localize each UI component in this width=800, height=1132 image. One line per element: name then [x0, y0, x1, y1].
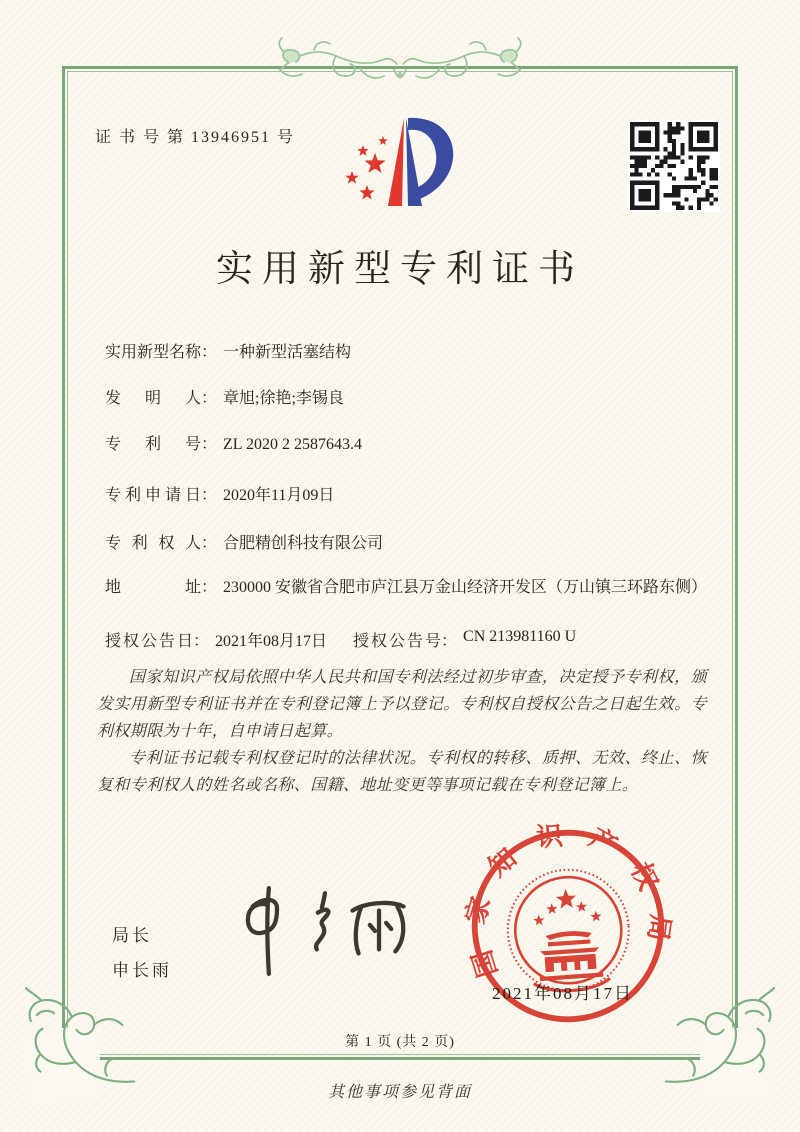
cnipa-logo	[330, 106, 480, 226]
page-number: 第 1 页 (共 2 页)	[345, 1035, 455, 1050]
field-colon: ：	[193, 633, 210, 650]
field-value: 合肥精创科技有限公司	[223, 535, 384, 552]
field-row-patentee	[105, 531, 710, 557]
field-row-patent-number	[105, 432, 710, 458]
seal-emblem	[504, 866, 633, 995]
field-colon: ：	[201, 390, 218, 407]
grant-date-value: 2021年08月17日	[215, 633, 328, 650]
seal-text: 国家知识产权局	[459, 818, 677, 981]
logo-tower-left	[388, 118, 404, 206]
legal-text-block	[97, 664, 707, 799]
director-block	[112, 918, 172, 988]
field-value: ZL 2020 2 2587643.4	[223, 436, 362, 453]
field-value: 230000 安徽省合肥市庐江县万金山经济开发区（万山镇三环路东侧）	[223, 579, 708, 596]
field-row-address	[105, 575, 710, 601]
logo-stars	[345, 136, 388, 200]
grant-number-label: 授权公告号	[353, 633, 441, 650]
legal-paragraph-2: 专利证书记载专利权登记时的法律状况。专利权的转移、质押、无效、终止、恢复和专利权人的姓名或名称、国籍、地址变更等事项记载在专利登记簿上。	[97, 750, 707, 794]
field-row-utility-model-name	[105, 340, 710, 366]
field-colon: ：	[201, 487, 218, 504]
director-signature	[228, 880, 426, 982]
field-colon: ：	[201, 344, 218, 361]
field-colon: ：	[441, 633, 458, 650]
certificate-title: 实用新型专利证书	[216, 249, 584, 290]
field-label: 实用新型名称	[105, 344, 202, 361]
grant-date-pair	[105, 628, 327, 651]
field-label: 专利申请日	[105, 487, 201, 504]
field-row-inventors	[105, 386, 710, 412]
grant-number-value: CN 213981160 U	[463, 628, 577, 645]
field-colon: ：	[201, 535, 218, 552]
field-value: 2020年11月09日	[223, 487, 335, 504]
qr-code	[628, 120, 720, 212]
emblem-stars	[531, 887, 601, 926]
seal-date: 2021年08月17日	[492, 984, 633, 1003]
grant-number-pair	[353, 628, 576, 651]
dragon-ornament	[274, 32, 526, 96]
field-label: 专利号	[105, 436, 201, 453]
field-label: 专利权人	[105, 535, 201, 552]
field-value: 章旭;徐艳;李锡良	[223, 390, 344, 407]
field-label: 发明人	[105, 390, 201, 407]
director-name: 申长雨	[112, 961, 172, 980]
field-row-filing-date	[105, 483, 710, 509]
back-note: 其他事项参见背面	[327, 1084, 472, 1101]
legal-paragraph-1: 国家知识产权局依照中华人民共和国专利法经过初步审查，决定授予专利权，颁发实用新型专利证书并在专利登记簿上予以登记。专利权自授权公告之日起生效。专利权期限为十年，自申请日起算。	[97, 669, 707, 740]
field-colon: ：	[201, 579, 218, 596]
official-seal	[455, 813, 681, 1039]
field-value: 一种新型活塞结构	[223, 344, 352, 361]
field-label: 地址	[105, 579, 201, 596]
field-colon: ：	[201, 436, 218, 453]
grant-date-label: 授权公告日	[105, 633, 193, 650]
director-title: 局长	[112, 926, 152, 945]
certificate-number: 证 书 号 第 13946951 号	[95, 129, 296, 146]
